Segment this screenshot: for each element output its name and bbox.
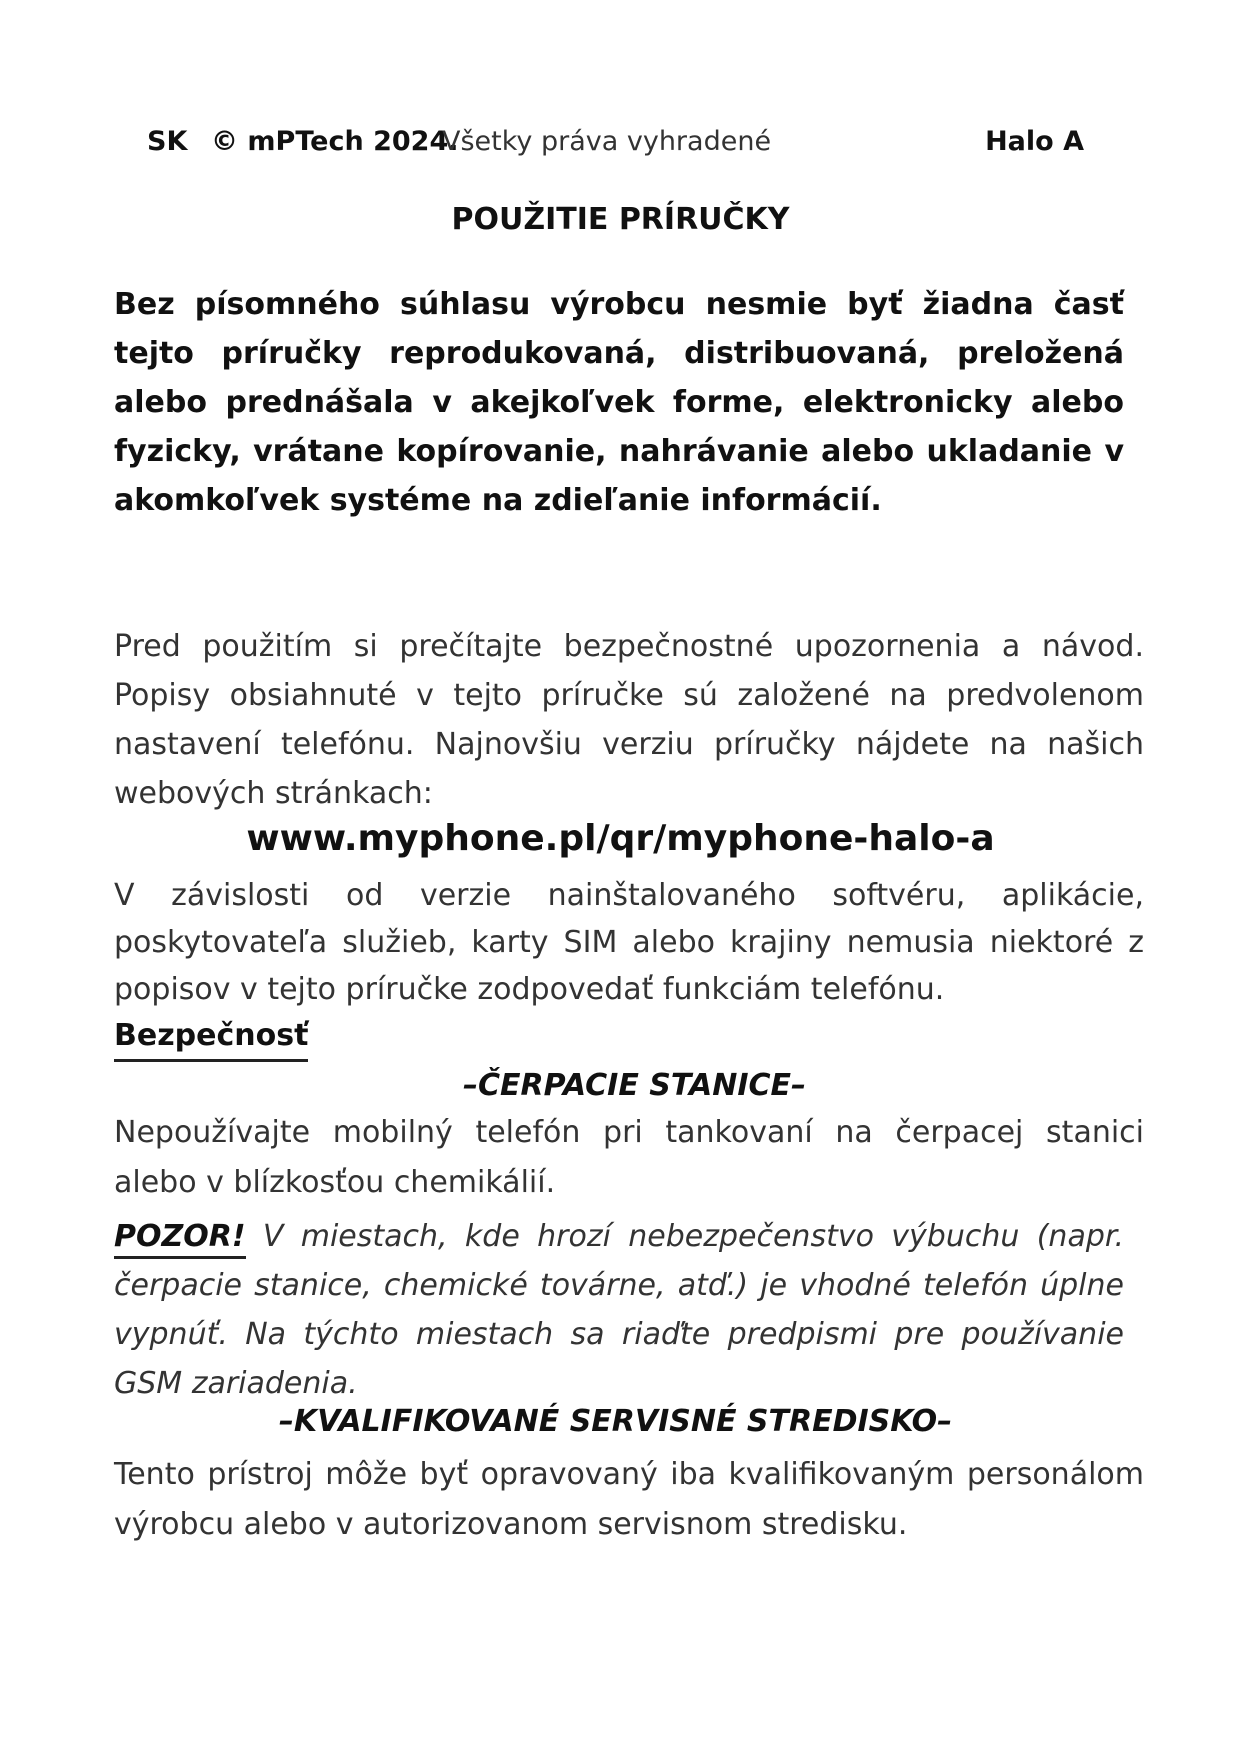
copyright-notice: © mPTech 2024.: [211, 126, 459, 157]
fuel-station-paragraph: Nepoužívajte mobilný telefón pri tankovaní na čerpacej stanici alebo v blízkosťou chemikálií.: [114, 1115, 1144, 1200]
model-name: Halo A: [985, 126, 1084, 157]
warning-paragraph: [114, 1212, 1124, 1408]
warning-label: POZOR!: [114, 1219, 246, 1259]
compatibility-paragraph: V závislosti od verzie nainštalovaného softvéru, aplikácie, poskytovateľa služieb, karty SIM alebo krajiny nemusia niektoré z popisov v tejto príručke zodpovedať funkciám telefónu.: [114, 878, 1144, 1007]
service-center-paragraph: Tento prístroj môže byť opravovaný iba kvalifikovaným personálom výrobcu alebo v autorizovanom servisnom stredisku.: [114, 1457, 1144, 1542]
copyright-paragraph: Bez písomného súhlasu výrobcu nesmie byť žiadna časť tejto príručky reprodukovaná, distribuovaná, preložená alebo prednášala v akejkoľvek forme, elektronicky alebo fyzicky, vrátane kopírovanie, nahrávanie alebo ukladanie v akomkoľvek systéme na zdieľanie informácií.: [114, 287, 1124, 518]
page-header: [0, 126, 1241, 166]
fuel-station-heading: –ČERPACIE STANICE–: [463, 1068, 806, 1103]
intro-paragraph: Pred použitím si prečítajte bezpečnostné upozornenia a návod. Popisy obsiahnuté v tejto príručke sú založené na predvolenom nastavení telefónu. Najnovšiu verziu príručky nájdete na našich webových stránkach:: [114, 629, 1144, 811]
warning-text: V miestach, kde hrozí nebezpečenstvo výbuchu (napr. čerpacie stanice, chemické továrne, atď.) je vhodné telefón úplne vypnúť. Na týchto miestach sa riaďte predpismi pre používanie GSM zariadenia.: [114, 1219, 1124, 1401]
language-code: SK: [147, 126, 188, 157]
safety-heading: Bezpečnosť: [114, 1018, 308, 1062]
manual-url[interactable]: www.myphone.pl/qr/myphone-halo-a: [246, 818, 995, 859]
rights-reserved: Všetky práva vyhradené: [442, 126, 772, 157]
service-center-heading: –KVALIFIKOVANÉ SERVISNÉ STREDISKO–: [278, 1404, 953, 1439]
page-title: POUŽITIE PRÍRUČKY: [451, 202, 790, 237]
